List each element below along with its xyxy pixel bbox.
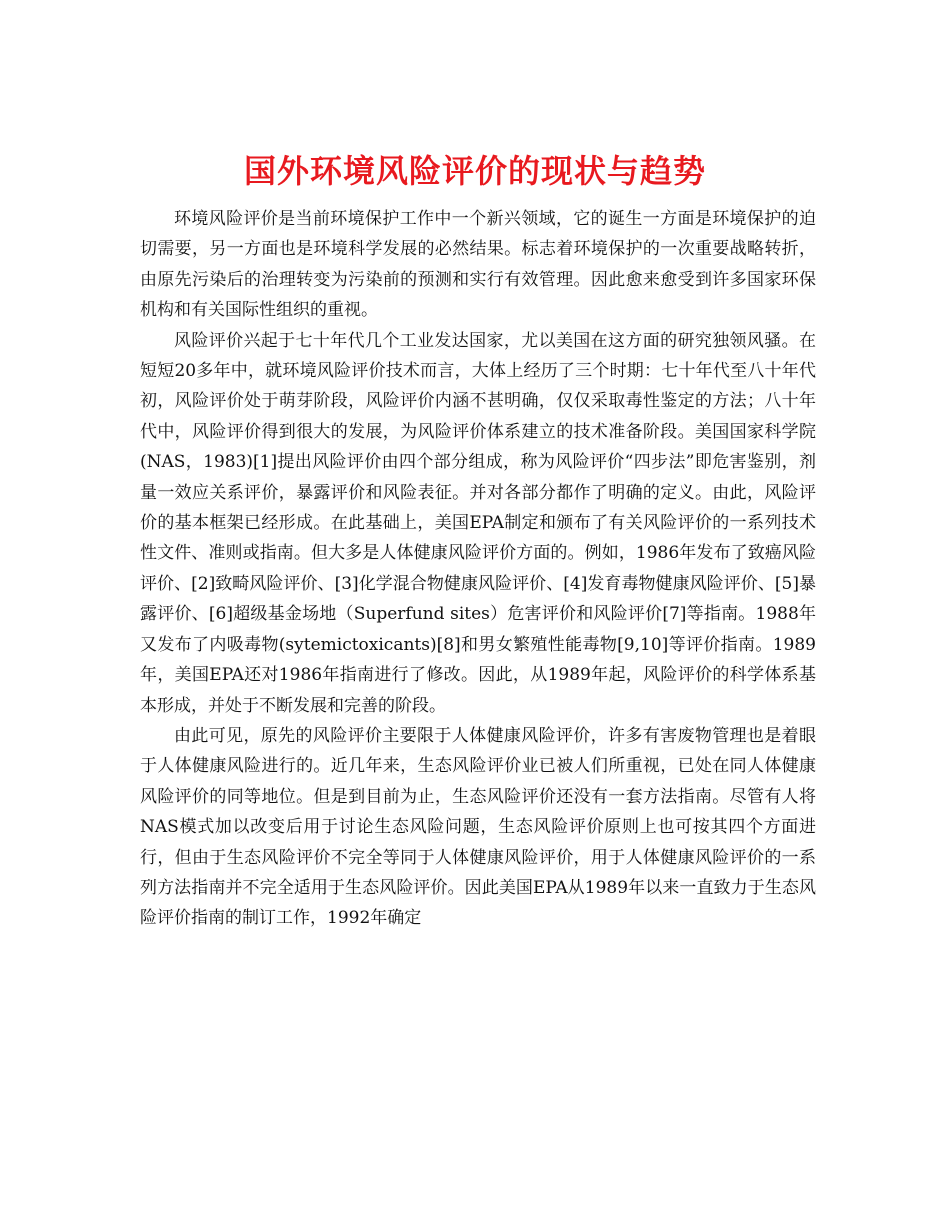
- document-title: 国外环境风险评价的现状与趋势: [243, 152, 706, 191]
- document-body: [140, 204, 816, 934]
- paragraph-2: 风险评价兴起于七十年代几个工业发达国家，尤以美国在这方面的研究独领风骚。在短短20多年中，就环境风险评价技术而言，大体上经历了三个时期：七十年代至八十年代初，风险评价处于萌芽阶段，风险评价内涵不甚明确，仅仅采取毒性鉴定的方法；八十年代中，风险评价得到很大的发展，为风险评价体系建立的技术准备阶段。美国国家科学院(NAS，1983)[1]提出风险评价由四个部分组成，称为风险评价“四步法”即危害鉴别，剂量一效应关系评价，暴露评价和风险表征。并对各部分都作了明确的定义。由此，风险评价的基本框架已经形成。在此基础上，美国EPA制定和颁布了有关风险评价的一系列技术性文件、准则或指南。但大多是人体健康风险评价方面的。例如，1986年发布了致癌风险评价、[2]致畸风险评价、[3]化学混合物健康风险评价、[4]发育毒物健康风险评价、[5]暴露评价、[6]超级基金场地（Superfund sites）危害评价和风险评价[7]等指南。1988年又发布了内吸毒物(sytemictoxicants)[8]和男女繁殖性能毒物[9,10]等评价指南。1989年，美国EPA还对1986年指南进行了修改。因此，从1989年起，风险评价的科学体系基本形成，并处于不断发展和完善的阶段。: [140, 330, 816, 716]
- paragraph-1: 环境风险评价是当前环境保护工作中一个新兴领域，它的诞生一方面是环境保护的迫切需要，另一方面也是环境科学发展的必然结果。标志着环境保护的一次重要战略转折，由原先污染后的治理转变为污染前的预测和实行有效管理。因此愈来愈受到许多国家环保机构和有关国际性组织的重视。: [140, 209, 816, 321]
- paragraph-3: 由此可见，原先的风险评价主要限于人体健康风险评价，许多有害废物管理也是着眼于人体健康风险进行的。近几年来，生态风险评价业已被人们所重视，已处在同人体健康风险评价的同等地位。但是到目前为止，生态风险评价还没有一套方法指南。尽管有人将NAS模式加以改变后用于讨论生态风险问题，生态风险评价原则上也可按其四个方面进行，但由于生态风险评价不完全等同于人体健康风险评价，用于人体健康风险评价的一系列方法指南并不完全适用于生态风险评价。因此美国EPA从1989年以来一直致力于生态风险评价指南的制订工作，1992年确定: [140, 725, 816, 929]
